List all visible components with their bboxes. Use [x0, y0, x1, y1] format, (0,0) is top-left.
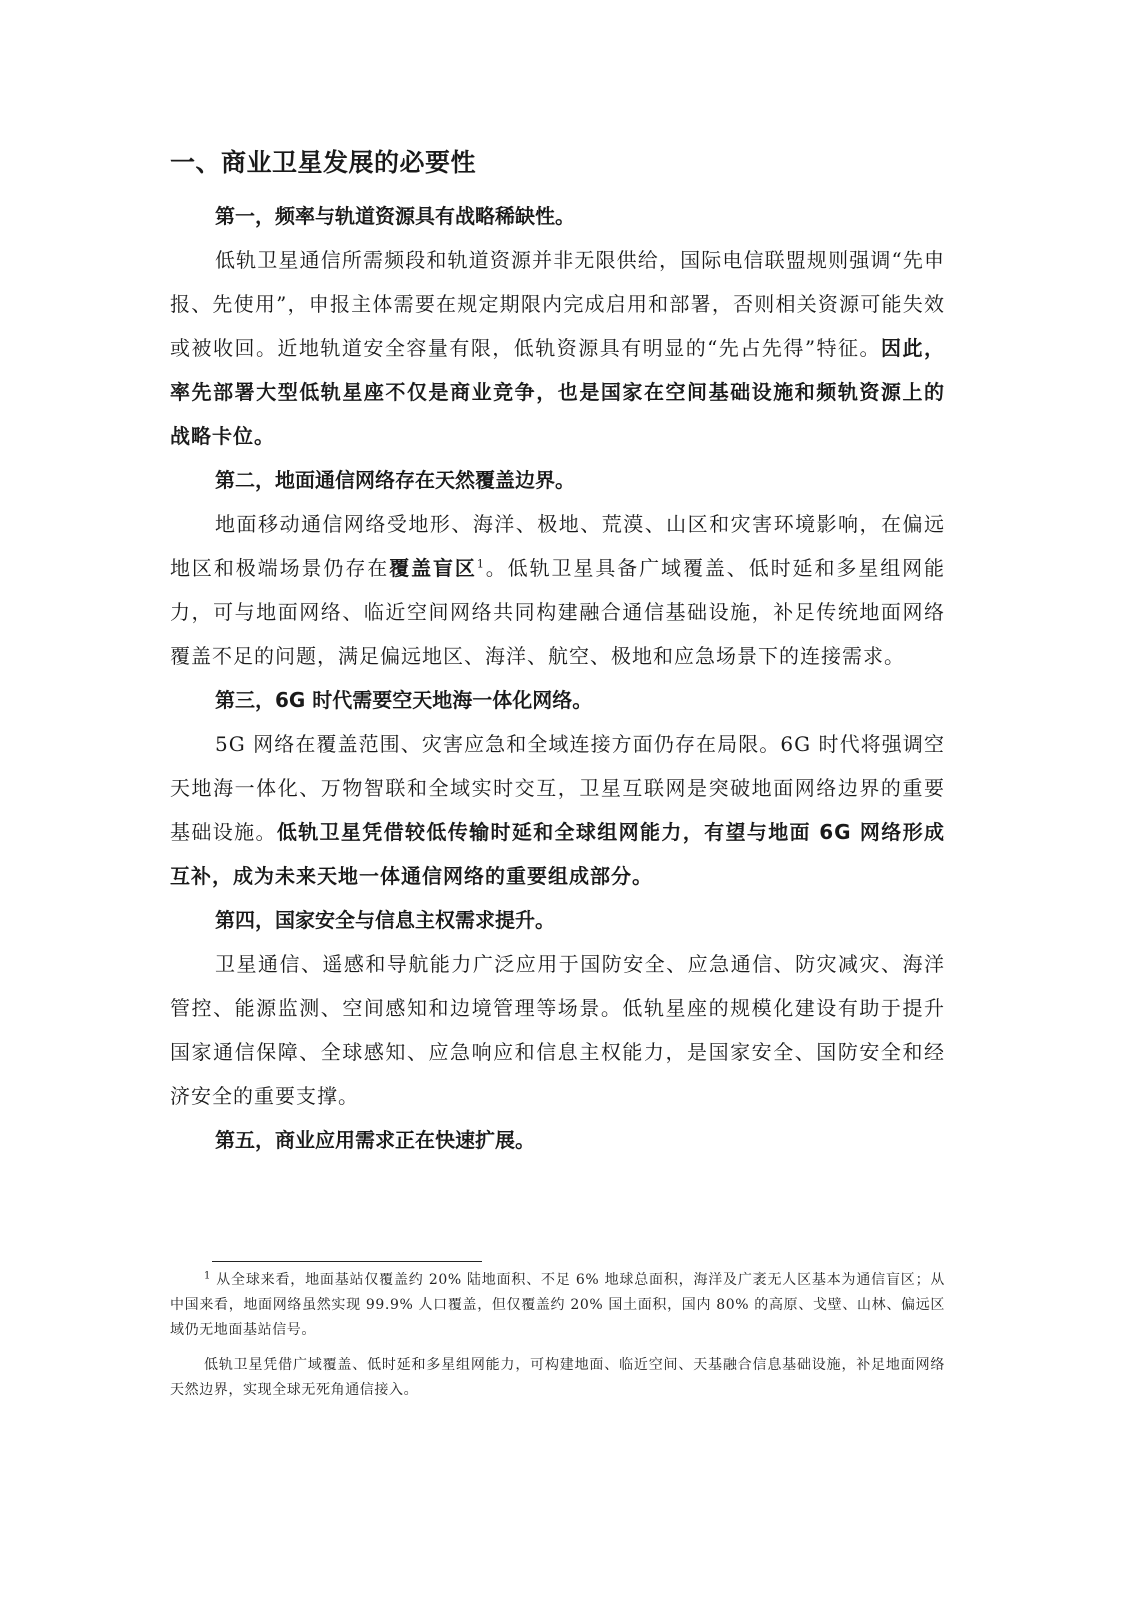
point-title-5: 第五，商业应用需求正在快速扩展。 — [215, 1128, 535, 1152]
point-body-2 — [170, 502, 945, 678]
point-title-2: 第二，地面通信网络存在天然覆盖边界。 — [215, 468, 575, 492]
point-title-1: 第一，频率与轨道资源具有战略稀缺性。 — [215, 204, 575, 228]
section-heading: 一、商业卫星发展的必要性 — [170, 148, 477, 177]
footnote-ref-1[interactable]: 1 — [476, 557, 485, 571]
point-body-3 — [170, 722, 945, 898]
point-body-2-pre: 地面移动通信网络受地形、海洋、极地、荒漠、山区和灾害环境影响，在偏远地区和极端场景仍存在 — [170, 512, 945, 580]
point-body-4 — [170, 942, 945, 1118]
main-content — [170, 140, 945, 1162]
point-title-3: 第三，6G 时代需要空天地海一体化网络。 — [215, 688, 593, 712]
footnote-2 — [170, 1353, 945, 1403]
point-body-1 — [170, 238, 945, 458]
footnote-1 — [170, 1268, 945, 1343]
footnote-1-mark: 1 — [204, 1270, 211, 1282]
point-body-4-text: 卫星通信、遥感和导航能力广泛应用于国防安全、应急通信、防灾减灾、海洋管控、能源监测、空间感知和边境管理等场景。低轨星座的规模化建设有助于提升国家通信保障、全球感知、应急响应和信息主权能力，是国家安全、国防安全和经济安全的重要支撑。 — [170, 952, 945, 1108]
footnote-divider — [212, 1261, 482, 1262]
footnote-1-text: 从全球来看，地面基站仅覆盖约 20% 陆地面积、不足 6% 地球总面积，海洋及广袤无人区基本为通信盲区；从中国来看，地面网络虽然实现 99.9% 人口覆盖，但仅覆盖约 20% 国土面积，国内 80% 的高原、戈壁、山林、偏远区域仍无地面基站信号。 — [170, 1272, 945, 1338]
footnotes — [170, 1268, 945, 1413]
point-body-2-bold: 覆盖盲区 — [389, 556, 477, 580]
point-body-1-bold: 因此，率先部署大型低轨星座不仅是商业竞争，也是国家在空间基础设施和频轨资源上的战略卡位。 — [170, 336, 946, 448]
point-body-3-bold: 低轨卫星凭借较低传输时延和全球组网能力，有望与地面 6G 网络形成互补，成为未来天地一体通信网络的重要组成部分。 — [170, 820, 946, 888]
point-body-2-post: 。低轨卫星具备广域覆盖、低时延和多星组网能力，可与地面网络、临近空间网络共同构建融合通信基础设施，补足传统地面网络覆盖不足的问题，满足偏远地区、海洋、航空、极地和应急场景下的连接需求。 — [170, 556, 946, 668]
point-body-3-text: 5G 网络在覆盖范围、灾害应急和全域连接方面仍存在局限。6G 时代将强调空天地海一体化、万物智联和全域实时交互，卫星互联网是突破地面网络边界的重要基础设施。 — [170, 732, 945, 844]
point-body-1-text: 低轨卫星通信所需频段和轨道资源并非无限供给，国际电信联盟规则强调“先申报、先使用”，申报主体需要在规定期限内完成启用和部署，否则相关资源可能失效或被收回。近地轨道安全容量有限，低轨资源具有明显的“先占先得”特征。 — [170, 248, 945, 360]
footnote-2-text: 低轨卫星凭借广域覆盖、低时延和多星组网能力，可构建地面、临近空间、天基融合信息基础设施，补足地面网络天然边界，实现全球无死角通信接入。 — [170, 1357, 945, 1398]
point-title-4: 第四，国家安全与信息主权需求提升。 — [215, 908, 555, 932]
